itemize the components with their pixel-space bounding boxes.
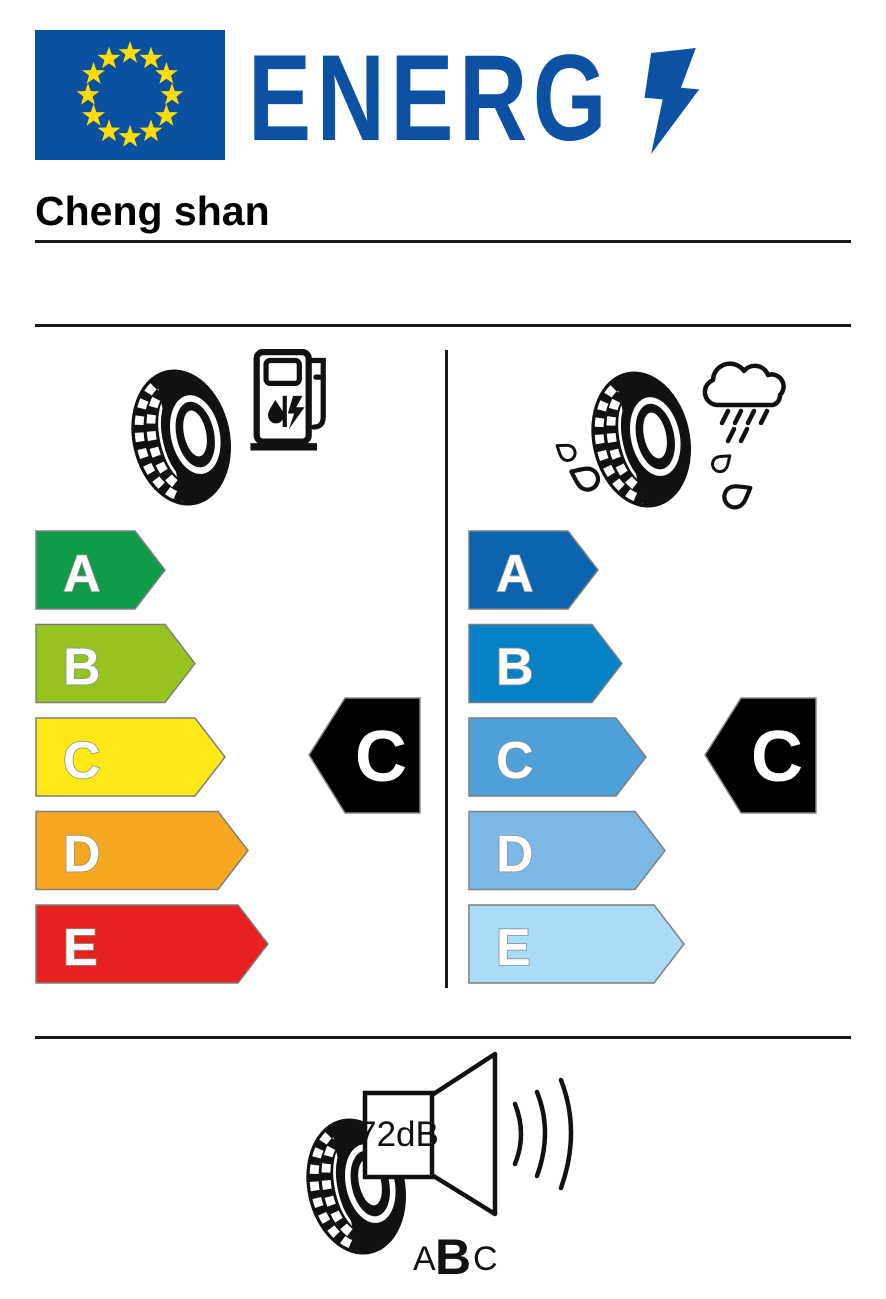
water-splash-icon <box>553 439 578 463</box>
rating-row-letter-E: E <box>63 919 98 977</box>
water-splash-icon <box>567 462 602 493</box>
noise-icon <box>283 1046 613 1294</box>
divider-line-3 <box>35 1036 851 1039</box>
sound-waves-icon <box>515 1080 571 1188</box>
divider-line-1 <box>35 240 851 243</box>
eu-flag-icon <box>35 30 225 160</box>
rating-row-letter-B: B <box>496 638 534 697</box>
brand-name: Cheng shan <box>35 188 270 234</box>
tire-icon <box>119 360 243 515</box>
fuel-rating-arrow <box>308 697 422 820</box>
fuel-efficiency-icon <box>118 345 338 520</box>
wet-grip-rating-letter: C <box>751 717 803 797</box>
wet-grip-scale <box>468 530 708 989</box>
rain-cloud-icon <box>705 364 784 441</box>
noise-class-a: A <box>413 1240 436 1278</box>
fuel-pump-icon <box>250 352 323 447</box>
tire-icon <box>579 362 703 517</box>
noise-class-b-active: B <box>435 1229 472 1285</box>
rating-row-letter-B: B <box>63 638 101 697</box>
divider-line-2 <box>35 324 851 327</box>
column-divider <box>445 350 448 988</box>
rating-row-letter-C: C <box>496 732 534 790</box>
wet-grip-rating-arrow <box>704 697 818 820</box>
noise-db-value: 72dB <box>357 1115 439 1154</box>
wet-grip-icon <box>548 345 813 525</box>
fuel-efficiency-scale <box>35 530 275 989</box>
energ-logo-text: ENERG <box>248 30 612 168</box>
rating-row-letter-E: E <box>496 919 531 977</box>
rating-row-letter-D: D <box>63 825 101 884</box>
water-splash-icon <box>709 450 734 475</box>
water-splash-icon <box>720 479 755 511</box>
noise-class-c: C <box>473 1240 498 1278</box>
rating-row-letter-A: A <box>496 545 534 603</box>
lightning-bolt-icon <box>642 48 700 154</box>
rating-row-letter-C: C <box>63 732 101 790</box>
fuel-rating-letter: C <box>355 717 407 797</box>
rating-row-letter-D: D <box>496 825 534 884</box>
rating-row-fuel-efficiency-B <box>36 625 195 703</box>
rating-row-wet-grip-B <box>469 625 622 703</box>
rating-row-letter-A: A <box>63 545 101 603</box>
